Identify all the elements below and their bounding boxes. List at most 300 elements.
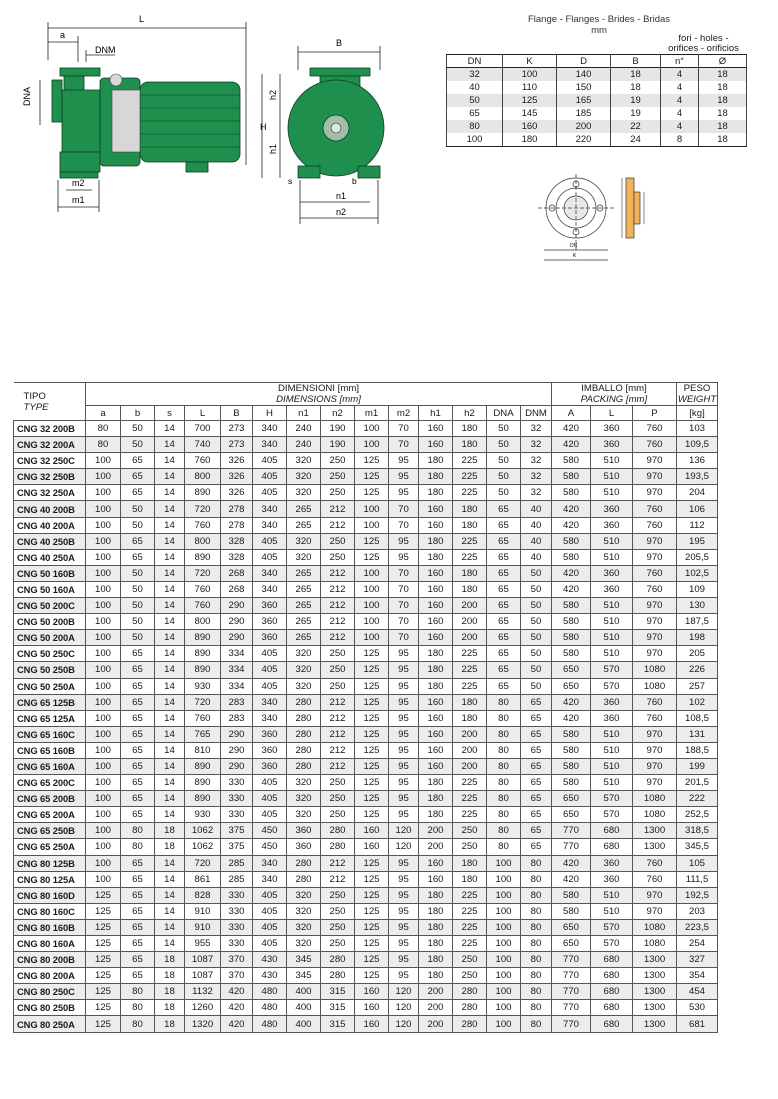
value-cell: 102,5 <box>677 565 718 581</box>
value-cell: 70 <box>389 614 419 630</box>
value-cell: 1300 <box>633 952 677 968</box>
type-cell: CNG 32 250A <box>14 485 86 501</box>
value-cell: 80 <box>521 855 552 871</box>
type-cell: CNG 65 200C <box>14 775 86 791</box>
value-cell: 265 <box>287 517 321 533</box>
table-row <box>14 887 718 903</box>
table-row <box>14 807 718 823</box>
value-cell: 212 <box>321 758 355 774</box>
value-cell: 125 <box>355 485 389 501</box>
value-cell: 160 <box>355 1000 389 1016</box>
value-cell: 50 <box>521 614 552 630</box>
value-cell: 340 <box>253 694 287 710</box>
value-cell: 810 <box>185 742 221 758</box>
value-cell: 18 <box>155 1000 185 1016</box>
value-cell: 970 <box>633 903 677 919</box>
dim-label-s: s <box>288 176 293 186</box>
table-row <box>14 501 718 517</box>
value-cell: 65 <box>121 726 155 742</box>
value-cell: 480 <box>253 1016 287 1032</box>
dimensions-header <box>86 383 552 406</box>
value-cell: 225 <box>453 919 487 935</box>
value-cell: 570 <box>591 919 633 935</box>
value-cell: 14 <box>155 742 185 758</box>
value-cell: 180 <box>419 646 453 662</box>
value-cell: 125 <box>355 742 389 758</box>
value-cell: 205,5 <box>677 549 718 565</box>
value-cell: 250 <box>321 919 355 935</box>
table-row <box>14 855 718 871</box>
value-cell: 330 <box>221 775 253 791</box>
value-cell: 250 <box>321 887 355 903</box>
value-cell: 740 <box>185 437 221 453</box>
table-row <box>14 968 718 984</box>
value-cell: 100 <box>86 517 121 533</box>
type-cell: CNG 65 160B <box>14 742 86 758</box>
value-cell: 14 <box>155 871 185 887</box>
value-cell: 760 <box>633 581 677 597</box>
value-cell: 405 <box>253 662 287 678</box>
value-cell: 340 <box>253 871 287 887</box>
type-header <box>14 383 86 421</box>
value-cell: 50 <box>121 437 155 453</box>
value-cell: 80 <box>487 807 521 823</box>
flange-holes-line1: fori - holes - <box>678 33 729 44</box>
value-cell: 290 <box>221 598 253 614</box>
value-cell: 330 <box>221 936 253 952</box>
value-cell: 14 <box>155 936 185 952</box>
table-row <box>14 984 718 1000</box>
value-cell: 510 <box>591 742 633 758</box>
dimension-col-header: a <box>86 406 121 421</box>
type-cell: CNG 50 250B <box>14 662 86 678</box>
value-cell: 50 <box>521 646 552 662</box>
type-cell: CNG 80 200A <box>14 968 86 984</box>
value-cell: 580 <box>552 485 591 501</box>
value-cell: 770 <box>552 823 591 839</box>
flange-cell: 19 <box>611 107 661 120</box>
value-cell: 125 <box>355 453 389 469</box>
type-cell: CNG 50 160A <box>14 581 86 597</box>
value-cell: 280 <box>287 855 321 871</box>
value-cell: 320 <box>287 919 321 935</box>
value-cell: 770 <box>552 1000 591 1016</box>
type-cell: CNG 80 160C <box>14 903 86 919</box>
value-cell: 970 <box>633 469 677 485</box>
value-cell: 420 <box>221 1016 253 1032</box>
flange-table-body <box>447 68 747 147</box>
value-cell: 225 <box>453 903 487 919</box>
value-cell: 285 <box>221 871 253 887</box>
value-cell: 100 <box>86 549 121 565</box>
value-cell: 290 <box>221 742 253 758</box>
value-cell: 100 <box>487 887 521 903</box>
table-row <box>14 517 718 533</box>
flange-cell: 50 <box>447 94 503 107</box>
dimension-col-header: B <box>221 406 253 421</box>
value-cell: 100 <box>86 758 121 774</box>
value-cell: 100 <box>86 742 121 758</box>
value-cell: 280 <box>287 758 321 774</box>
table-row <box>14 1016 718 1032</box>
value-cell: 680 <box>591 823 633 839</box>
value-cell: 125 <box>86 1000 121 1016</box>
value-cell: 201,5 <box>677 775 718 791</box>
value-cell: 100 <box>355 517 389 533</box>
value-cell: 1300 <box>633 823 677 839</box>
value-cell: 95 <box>389 678 419 694</box>
type-cell: CNG 50 160B <box>14 565 86 581</box>
value-cell: 970 <box>633 775 677 791</box>
value-cell: 80 <box>487 726 521 742</box>
value-cell: 80 <box>121 1016 155 1032</box>
value-cell: 420 <box>552 710 591 726</box>
type-cell: CNG 65 250B <box>14 823 86 839</box>
value-cell: 1062 <box>185 823 221 839</box>
value-cell: 280 <box>321 968 355 984</box>
value-cell: 360 <box>591 501 633 517</box>
value-cell: 100 <box>487 952 521 968</box>
value-cell: 320 <box>287 791 321 807</box>
value-cell: 120 <box>389 984 419 1000</box>
value-cell: 180 <box>453 694 487 710</box>
value-cell: 250 <box>321 791 355 807</box>
dimension-col-header: m2 <box>389 406 419 421</box>
value-cell: 160 <box>419 598 453 614</box>
value-cell: 180 <box>453 565 487 581</box>
value-cell: 328 <box>221 549 253 565</box>
value-cell: 828 <box>185 887 221 903</box>
flange-label-DN: DN <box>570 243 578 249</box>
value-cell: 405 <box>253 678 287 694</box>
value-cell: 280 <box>287 871 321 887</box>
value-cell: 14 <box>155 501 185 517</box>
value-cell: 326 <box>221 469 253 485</box>
type-cell: CNG 50 250C <box>14 646 86 662</box>
value-cell: 770 <box>552 984 591 1000</box>
value-cell: 405 <box>253 485 287 501</box>
value-cell: 405 <box>253 453 287 469</box>
value-cell: 330 <box>221 919 253 935</box>
table-row <box>14 614 718 630</box>
type-cell: CNG 32 250C <box>14 453 86 469</box>
value-cell: 760 <box>633 437 677 453</box>
value-cell: 250 <box>453 968 487 984</box>
value-cell: 14 <box>155 469 185 485</box>
value-cell: 400 <box>287 1000 321 1016</box>
value-cell: 910 <box>185 919 221 935</box>
flange-holes-line2: orifices - orificios <box>668 43 739 54</box>
dim-label-m1: m1 <box>72 195 85 205</box>
value-cell: 700 <box>185 421 221 437</box>
flange-cell: 80 <box>447 120 503 133</box>
value-cell: 340 <box>253 581 287 597</box>
value-cell: 650 <box>552 936 591 952</box>
table-row <box>14 1000 718 1016</box>
table-row <box>14 437 718 453</box>
value-cell: 200 <box>453 758 487 774</box>
flange-cell: 18 <box>699 81 747 94</box>
value-cell: 65 <box>121 791 155 807</box>
value-cell: 570 <box>591 662 633 678</box>
value-cell: 65 <box>487 614 521 630</box>
value-cell: 1300 <box>633 1016 677 1032</box>
value-cell: 80 <box>521 871 552 887</box>
table-row <box>14 823 718 839</box>
value-cell: 204 <box>677 485 718 501</box>
flange-cell: 8 <box>661 133 699 147</box>
value-cell: 40 <box>521 517 552 533</box>
value-cell: 180 <box>419 952 453 968</box>
flange-cell: 165 <box>557 94 611 107</box>
value-cell: 510 <box>591 598 633 614</box>
value-cell: 340 <box>253 437 287 453</box>
value-cell: 80 <box>487 823 521 839</box>
value-cell: 580 <box>552 646 591 662</box>
value-cell: 95 <box>389 968 419 984</box>
value-cell: 212 <box>321 742 355 758</box>
value-cell: 109 <box>677 581 718 597</box>
value-cell: 760 <box>185 453 221 469</box>
value-cell: 570 <box>591 807 633 823</box>
value-cell: 14 <box>155 678 185 694</box>
value-cell: 580 <box>552 453 591 469</box>
value-cell: 340 <box>253 517 287 533</box>
value-cell: 80 <box>521 1016 552 1032</box>
value-cell: 100 <box>355 614 389 630</box>
column-header-row <box>14 406 718 421</box>
value-cell: 80 <box>521 984 552 1000</box>
value-cell: 180 <box>419 469 453 485</box>
value-cell: 330 <box>221 903 253 919</box>
value-cell: 65 <box>121 485 155 501</box>
value-cell: 125 <box>355 919 389 935</box>
value-cell: 14 <box>155 549 185 565</box>
value-cell: 250 <box>321 936 355 952</box>
value-cell: 80 <box>521 903 552 919</box>
value-cell: 125 <box>86 903 121 919</box>
value-cell: 65 <box>121 919 155 935</box>
value-cell: 188,5 <box>677 742 718 758</box>
flange-cell: 4 <box>661 81 699 94</box>
value-cell: 334 <box>221 646 253 662</box>
value-cell: 50 <box>521 598 552 614</box>
value-cell: 280 <box>287 742 321 758</box>
value-cell: 125 <box>355 758 389 774</box>
value-cell: 970 <box>633 742 677 758</box>
type-cell: CNG 80 160A <box>14 936 86 952</box>
value-cell: 430 <box>253 968 287 984</box>
value-cell: 405 <box>253 887 287 903</box>
value-cell: 340 <box>253 855 287 871</box>
value-cell: 65 <box>121 662 155 678</box>
value-cell: 180 <box>453 501 487 517</box>
value-cell: 328 <box>221 533 253 549</box>
value-cell: 225 <box>453 469 487 485</box>
value-cell: 65 <box>121 678 155 694</box>
value-cell: 80 <box>487 775 521 791</box>
value-cell: 570 <box>591 791 633 807</box>
value-cell: 360 <box>253 598 287 614</box>
value-cell: 970 <box>633 533 677 549</box>
value-cell: 14 <box>155 437 185 453</box>
value-cell: 192,5 <box>677 887 718 903</box>
value-cell: 327 <box>677 952 718 968</box>
value-cell: 80 <box>121 839 155 855</box>
value-cell: 1080 <box>633 791 677 807</box>
value-cell: 100 <box>86 871 121 887</box>
value-cell: 480 <box>253 1000 287 1016</box>
value-cell: 70 <box>389 565 419 581</box>
value-cell: 330 <box>221 791 253 807</box>
value-cell: 95 <box>389 646 419 662</box>
value-cell: 50 <box>487 437 521 453</box>
table-row <box>14 952 718 968</box>
value-cell: 50 <box>121 581 155 597</box>
value-cell: 273 <box>221 421 253 437</box>
packing-header-it: IMBALLO [mm] <box>581 383 647 394</box>
value-cell: 770 <box>552 952 591 968</box>
value-cell: 100 <box>86 565 121 581</box>
value-cell: 375 <box>221 823 253 839</box>
value-cell: 50 <box>487 421 521 437</box>
value-cell: 100 <box>86 823 121 839</box>
value-cell: 180 <box>453 855 487 871</box>
value-cell: 160 <box>419 855 453 871</box>
flange-col-header: DN <box>447 55 503 68</box>
value-cell: 318,5 <box>677 823 718 839</box>
value-cell: 405 <box>253 919 287 935</box>
value-cell: 65 <box>121 549 155 565</box>
value-cell: 970 <box>633 726 677 742</box>
value-cell: 14 <box>155 421 185 437</box>
value-cell: 65 <box>521 791 552 807</box>
value-cell: 650 <box>552 919 591 935</box>
value-cell: 95 <box>389 903 419 919</box>
flange-col-header: D <box>557 55 611 68</box>
flange-cell: 4 <box>661 68 699 82</box>
value-cell: 212 <box>321 710 355 726</box>
value-cell: 100 <box>86 807 121 823</box>
value-cell: 320 <box>287 646 321 662</box>
value-cell: 326 <box>221 485 253 501</box>
type-cell: CNG 32 200A <box>14 437 86 453</box>
value-cell: 510 <box>591 758 633 774</box>
pump-front-view-drawing <box>258 30 398 230</box>
value-cell: 70 <box>389 501 419 517</box>
value-cell: 125 <box>355 791 389 807</box>
value-cell: 65 <box>487 630 521 646</box>
value-cell: 580 <box>552 630 591 646</box>
value-cell: 405 <box>253 775 287 791</box>
value-cell: 70 <box>389 517 419 533</box>
flange-cell: 4 <box>661 94 699 107</box>
value-cell: 14 <box>155 919 185 935</box>
value-cell: 100 <box>86 501 121 517</box>
value-cell: 32 <box>521 437 552 453</box>
table-row <box>14 742 718 758</box>
value-cell: 212 <box>321 581 355 597</box>
value-cell: 280 <box>321 952 355 968</box>
value-cell: 100 <box>487 855 521 871</box>
value-cell: 100 <box>86 533 121 549</box>
value-cell: 14 <box>155 533 185 549</box>
value-cell: 65 <box>521 758 552 774</box>
value-cell: 160 <box>419 630 453 646</box>
value-cell: 200 <box>419 839 453 855</box>
value-cell: 95 <box>389 453 419 469</box>
value-cell: 200 <box>453 630 487 646</box>
value-cell: 225 <box>453 533 487 549</box>
value-cell: 160 <box>419 581 453 597</box>
value-cell: 65 <box>121 807 155 823</box>
value-cell: 40 <box>521 533 552 549</box>
value-cell: 510 <box>591 469 633 485</box>
value-cell: 160 <box>355 984 389 1000</box>
value-cell: 360 <box>591 855 633 871</box>
dim-label-h1: h1 <box>268 143 278 154</box>
value-cell: 225 <box>453 775 487 791</box>
value-cell: 100 <box>86 453 121 469</box>
flange-col-header: K <box>503 55 557 68</box>
value-cell: 200 <box>453 614 487 630</box>
type-cell: CNG 32 250B <box>14 469 86 485</box>
value-cell: 14 <box>155 565 185 581</box>
value-cell: 180 <box>419 775 453 791</box>
value-cell: 225 <box>453 646 487 662</box>
table-row <box>14 871 718 887</box>
value-cell: 180 <box>419 678 453 694</box>
type-cell: CNG 80 250B <box>14 1000 86 1016</box>
value-cell: 680 <box>591 839 633 855</box>
value-cell: 125 <box>355 807 389 823</box>
flange-row <box>447 94 747 107</box>
value-cell: 65 <box>521 742 552 758</box>
value-cell: 65 <box>121 533 155 549</box>
value-cell: 125 <box>355 936 389 952</box>
value-cell: 100 <box>487 919 521 935</box>
value-cell: 250 <box>321 453 355 469</box>
value-cell: 420 <box>552 581 591 597</box>
value-cell: 14 <box>155 710 185 726</box>
type-cell: CNG 40 200A <box>14 517 86 533</box>
flange-row <box>447 81 747 94</box>
value-cell: 280 <box>287 694 321 710</box>
value-cell: 265 <box>287 598 321 614</box>
value-cell: 375 <box>221 839 253 855</box>
dimension-col-header: h2 <box>453 406 487 421</box>
type-cell: CNG 80 125B <box>14 855 86 871</box>
value-cell: 65 <box>121 453 155 469</box>
value-cell: 180 <box>453 421 487 437</box>
flange-row <box>447 120 747 133</box>
value-cell: 360 <box>253 614 287 630</box>
value-cell: 180 <box>419 968 453 984</box>
value-cell: 125 <box>355 549 389 565</box>
packing-col-header: A <box>552 406 591 421</box>
value-cell: 420 <box>221 984 253 1000</box>
value-cell: 250 <box>321 678 355 694</box>
value-cell: 80 <box>487 742 521 758</box>
dimension-col-header: n2 <box>321 406 355 421</box>
value-cell: 212 <box>321 630 355 646</box>
value-cell: 100 <box>487 903 521 919</box>
dimensions-header-it: DIMENSIONI [mm] <box>277 383 359 394</box>
value-cell: 315 <box>321 1000 355 1016</box>
value-cell: 320 <box>287 936 321 952</box>
value-cell: 125 <box>355 726 389 742</box>
type-cell: CNG 80 160B <box>14 919 86 935</box>
